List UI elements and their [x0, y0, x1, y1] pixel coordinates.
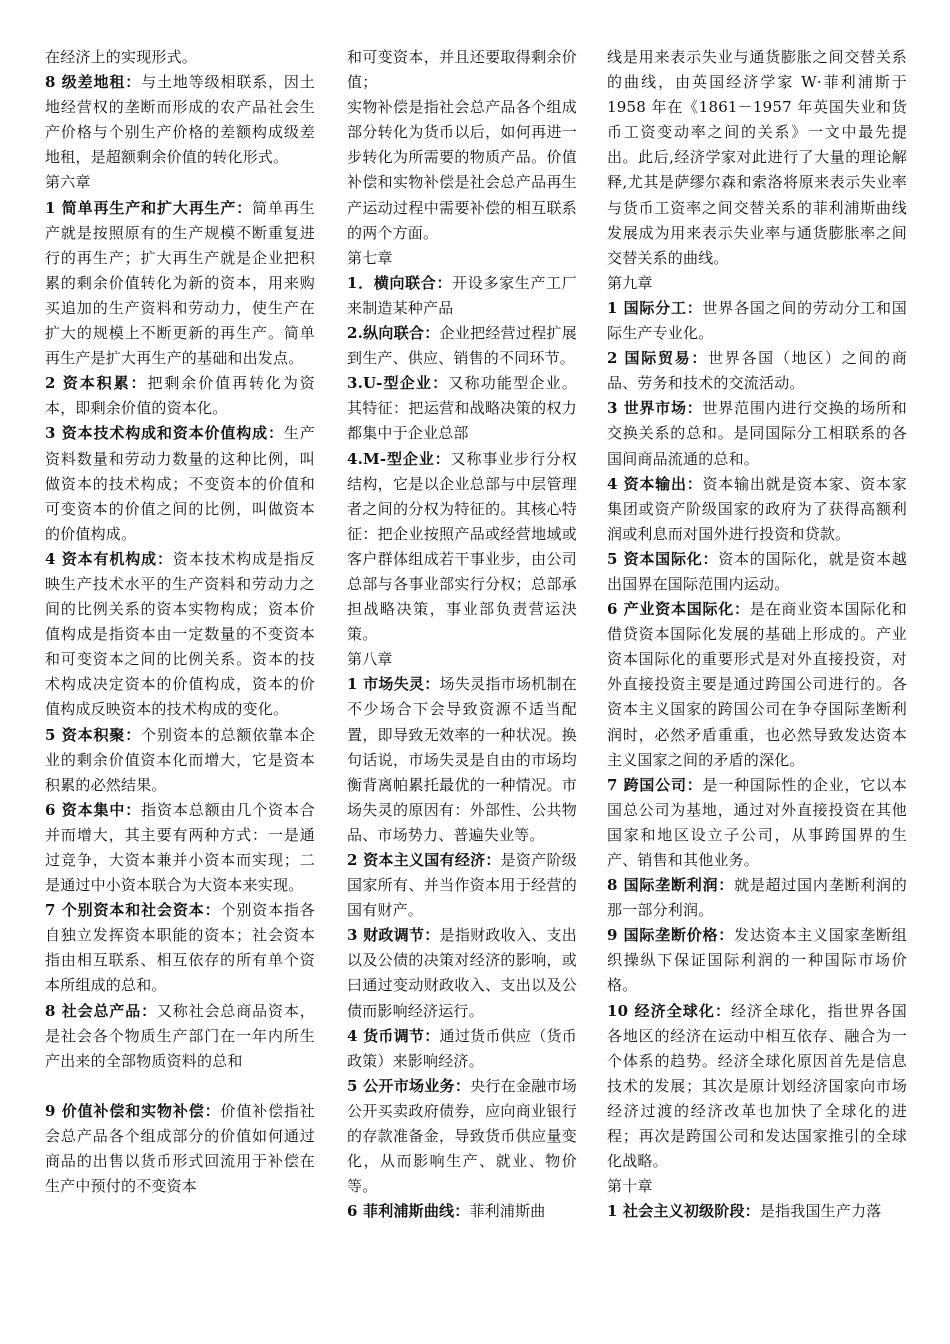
- text-paragraph: [347, 246, 577, 271]
- blank-line: [45, 1074, 315, 1099]
- definition-paragraph: [607, 296, 907, 346]
- term-label: 1．横向联合：: [347, 273, 453, 292]
- term-label: 9 国际垄断价格：: [607, 926, 735, 945]
- definition-paragraph: [347, 672, 577, 848]
- paragraph-text: 是一种国际性的企业，它以本国总公司为基地，通过对外直接投资在其他国家和地区设立子公司，从事跨国界的生产、销售和其他业务。: [607, 775, 908, 869]
- term-label: 10 经济全球化：: [607, 1001, 732, 1020]
- paragraph-text: 价值补偿指社会总产品各个组成部分的价值如何通过商品的出售以货币形式回流用于补偿在生产中预付的不变资本: [45, 1101, 316, 1196]
- paragraph-text: 世界各国（地区）之间的商品、劳务和技术的交流活动。: [607, 349, 907, 393]
- term-label: 6 产业资本国际化：: [607, 600, 750, 619]
- definition-paragraph: [607, 346, 907, 396]
- term-label: 1 社会主义初级阶段：: [607, 1202, 760, 1221]
- term-label: 8 级差地租：: [45, 73, 142, 92]
- definition-paragraph: [347, 923, 577, 1023]
- term-label: 5 资本国际化：: [607, 549, 719, 568]
- paragraph-text: 资本的国际化，就是资本越出国界在国际范围内运动。: [607, 549, 907, 593]
- paragraph-text: 线是用来表示失业与通货膨胀之间交替关系的曲线，由英国经济学家 W·菲利浦斯于 1958 年在《1861－1957 年英国失业和货币工资变动率之间的关系》一文中最先提出。此后,经济学家对此进行了大量的理论解释,尤其是萨缪尔森和索洛将原来表示失业率与货币工资率之间交替关系的菲利浦斯曲线发展成为用来表示失业率与通货膨胀率之间交替关系的曲线。: [607, 48, 907, 267]
- text-paragraph: [607, 1174, 907, 1199]
- definition-paragraph: [45, 547, 315, 723]
- paragraph-text: 又称事业步行分权结构，它是以企业总部与中层管理者之间的分权为特征的。其核心特征：把企业按照产品或经营地域或客户群体组成若干事业步，由公司总部与各事业部实行分权；总部承担战略决策，事业部负责营运決策。: [347, 449, 577, 644]
- paragraph-text: 第八章: [347, 650, 393, 669]
- definition-paragraph: [45, 999, 315, 1074]
- term-label: 6 菲利浦斯曲线：: [347, 1202, 470, 1221]
- definition-paragraph: [347, 321, 577, 371]
- term-label: 3 世界市场：: [607, 399, 703, 418]
- term-label: 2 国际贸易：: [607, 349, 709, 368]
- paragraph-text: 把剩余价值再转化为资本，即剩余价值的资本化。: [45, 374, 315, 418]
- text-paragraph: [45, 170, 315, 195]
- term-label: 1 市场失灵：: [347, 675, 440, 694]
- paragraph-text: 在经济上的实现形式。: [45, 48, 198, 66]
- paragraph-text: 与土地等级相联系，因土地经营权的垄断而形成的农产品社会生产价格与个别生产价格的差额构成级差地租，是超额剩余价值的转化形式。: [45, 73, 316, 167]
- definition-paragraph: [607, 597, 907, 773]
- term-label: 1 国际分工：: [607, 298, 703, 317]
- definition-paragraph: [45, 70, 315, 170]
- paragraph-text: 第六章: [45, 173, 91, 192]
- term-label: 4.M-型企业：: [347, 449, 451, 468]
- paragraph-text: 央行在金融市场公开买卖政府债券，应向商业银行的存款准备金，导致货币供应量变化，从而影响生产、就业、物价等。: [347, 1076, 577, 1196]
- term-label: 6 资本集中：: [45, 800, 142, 819]
- term-label: 2 资本积累：: [45, 374, 148, 393]
- paragraph-text: 企业把经营过程扩展到生产、供应、销售的不同环节。: [347, 324, 577, 368]
- definition-paragraph: [607, 923, 907, 998]
- term-label: 7 跨国公司：: [607, 775, 703, 794]
- definition-paragraph: [607, 547, 907, 597]
- definition-paragraph: [45, 898, 315, 998]
- paragraph-text: 又称社会总商品资本，是社会各个物质生产部门在一年内所生产出来的全部物质资料的总和: [45, 1001, 315, 1070]
- term-label: 3 财政调节：: [347, 926, 440, 945]
- definition-paragraph: [347, 371, 577, 446]
- paragraph-text: 开设多家生产工厂来制造某种产品: [347, 273, 577, 317]
- definition-paragraph: [607, 873, 907, 923]
- paragraph-text: 是在商业资本国际化和借贷资本国际化发展的基础上形成的。产业资本国际化的重要形式是对外直接投资，对外直接投资主要是通过跨国公司进行的。各资本主义国家的跨国公司在争夺国际垄断利润时，必然矛盾重重，也必然导致发达资本主义国家之间的矛盾的深化。: [607, 600, 907, 769]
- term-label: 1 简单再生产和扩大再生产：: [45, 198, 253, 217]
- definition-paragraph: [347, 447, 577, 648]
- definition-paragraph: [607, 1199, 907, 1224]
- paragraph-text: 发达资本主义国家垄断组织操纵下保证国际利润的一种国际市场价格。: [607, 926, 908, 995]
- term-label: 5 资本积聚：: [45, 725, 142, 744]
- term-label: 2 资本主义国有经济：: [347, 851, 501, 869]
- paragraph-text: 实物补偿是指社会总产品各个组成部分转化为货币以后，如何再进一步转化为所需要的物质产品。价值补偿和实物补偿是社会总产品再生产运动过程中需要补偿的相互联系的两个方面。: [347, 98, 577, 242]
- definition-paragraph: [347, 848, 577, 923]
- text-paragraph: [607, 45, 907, 271]
- paragraph-text: 个别资本的总额依靠本企业的剩余价值资本化而增大，它是资本积累的必然结果。: [45, 725, 316, 794]
- paragraph-text: 生产资料数量和劳动力数量的这种比例，叫做资本的技术构成；不变资本的价值和可变资本的价值之间的比例，叫做资本的价值构成。: [45, 424, 315, 543]
- paragraph-text: 通过货币供应（货币政策）来影响经济。: [347, 1026, 577, 1070]
- paragraph-text: 指资本总额由几个资本合并而增大，其主要有两种方式：一是通过竞争，大资本兼并小资本而实现；二是通过中小资本联合为大资本来实现。: [45, 800, 316, 895]
- paragraph-text: 第九章: [607, 273, 653, 292]
- term-label: 3.U-型企业：: [347, 374, 449, 393]
- term-label: 4 资本有机构成：: [45, 549, 173, 568]
- term-label: 7 个别资本和社会资本：: [45, 901, 221, 920]
- paragraph-text: 经济全球化，指世界各国各地区的经济在运动中相互依存、融合为一个体系的趋势。经济全球化原因首先是信息技术的发展；其次是原计划经济国家向市场经济过渡的经济改革也加快了全球化的进程；再次是跨国公司和发达国家推引的全球化战略。: [607, 1001, 907, 1171]
- definition-paragraph: [45, 1099, 315, 1199]
- paragraph-text: 世界范围内进行交换的场所和交换关系的总和。是同国际分工相联系的各国间商品流通的总和。: [607, 399, 908, 468]
- text-paragraph: [607, 271, 907, 296]
- text-paragraph: [347, 45, 577, 95]
- paragraph-text: 简单再生产就是按照原有的生产规模不断重复进行的再生产；扩大再生产就是企业把积累的剩余价值转化为新的资本，用来购买追加的生产资料和劳动力，使生产在扩大的规模上不断更新的再生产。简单再生产是扩大再生产的基础和出发点。: [45, 198, 315, 368]
- term-label: 4 货币调节：: [347, 1026, 440, 1045]
- definition-paragraph: [607, 999, 907, 1175]
- definition-paragraph: [45, 421, 315, 546]
- paragraph-text: 第七章: [347, 248, 393, 267]
- paragraph-text: 就是超过国内垄断利润的那一部分利润。: [607, 876, 908, 920]
- term-label: 8 社会总产品：: [45, 1001, 157, 1020]
- paragraph-text: 又称功能型企业。其特征：把运营和战略决策的权力都集中于企业总部: [347, 374, 577, 443]
- term-label: 3 资本技术构成和资本价值构成：: [45, 424, 284, 443]
- definition-paragraph: [45, 371, 315, 421]
- text-paragraph: [347, 647, 577, 672]
- definition-paragraph: [45, 196, 315, 372]
- right-column: [607, 45, 907, 1224]
- paragraph-text: 场失灵指市场机制在不少场合下会导致资源不适当配置，即导致无效率的一种状况。换句话说，市场失灵是自由的市场均衡背离帕累托最优的一种情况。市场失灵的原因有：外部性、公共物品、市场势力、普遍失业等。: [347, 675, 577, 844]
- paragraph-text: 是资产阶级国家所有、并当作资本用于经营的国有财产。: [347, 851, 577, 920]
- term-label: 5 公开市场业务：: [347, 1076, 471, 1095]
- definition-paragraph: [45, 723, 315, 798]
- term-label: 9 价值补偿和实物补偿：: [45, 1101, 221, 1120]
- paragraph-text: 是指财政收入、支出以及公债的决策对经济的影响，或曰通过变动财政收入、支出以及公债而影响经济运行。: [347, 926, 577, 1020]
- text-paragraph: [347, 95, 577, 246]
- definition-paragraph: [607, 472, 907, 547]
- term-label: 8 国际垄断利润：: [607, 876, 735, 895]
- definition-paragraph: [607, 773, 907, 873]
- definition-paragraph: [45, 798, 315, 898]
- text-paragraph: [45, 45, 315, 70]
- definition-paragraph: [347, 1074, 577, 1199]
- definition-paragraph: [347, 271, 577, 321]
- paragraph-text: 个别资本指各自独立发挥资本职能的资本；社会资本指由相互联系、相互依存的所有单个资本所组成的总和。: [45, 901, 316, 995]
- paragraph-text: 资本输出就是资本家、资本家集团或资产阶级国家的政府为了获得高额利润或利息而对国外进行投资和贷款。: [607, 474, 908, 543]
- paragraph-text: 和可变资本，并且还要取得剩余价值；: [347, 48, 577, 92]
- middle-column: [347, 45, 577, 1224]
- term-label: 4 资本输出：: [607, 474, 703, 493]
- paragraph-text: 是指我国生产力落: [759, 1202, 882, 1221]
- left-column: [45, 45, 315, 1199]
- paragraph-text: 资本技术构成是指反映生产技术水平的生产资料和劳动力之间的比例关系的资本实物构成；资本价值构成是指资本由一定数量的不变资本和可变资本之间的比例关系。资本的技术构成决定资本的价值构成，资本的价值构成反映资本的技术构成的变化。: [45, 549, 315, 719]
- paragraph-text: 世界各国之间的劳动分工和国际生产专业化。: [607, 298, 908, 343]
- term-label: 2.纵向联合：: [347, 324, 440, 343]
- definition-paragraph: [347, 1199, 577, 1224]
- definition-paragraph: [607, 396, 907, 471]
- paragraph-text: 菲利浦斯曲: [469, 1202, 546, 1221]
- paragraph-text: 第十章: [607, 1177, 653, 1196]
- definition-paragraph: [347, 1024, 577, 1074]
